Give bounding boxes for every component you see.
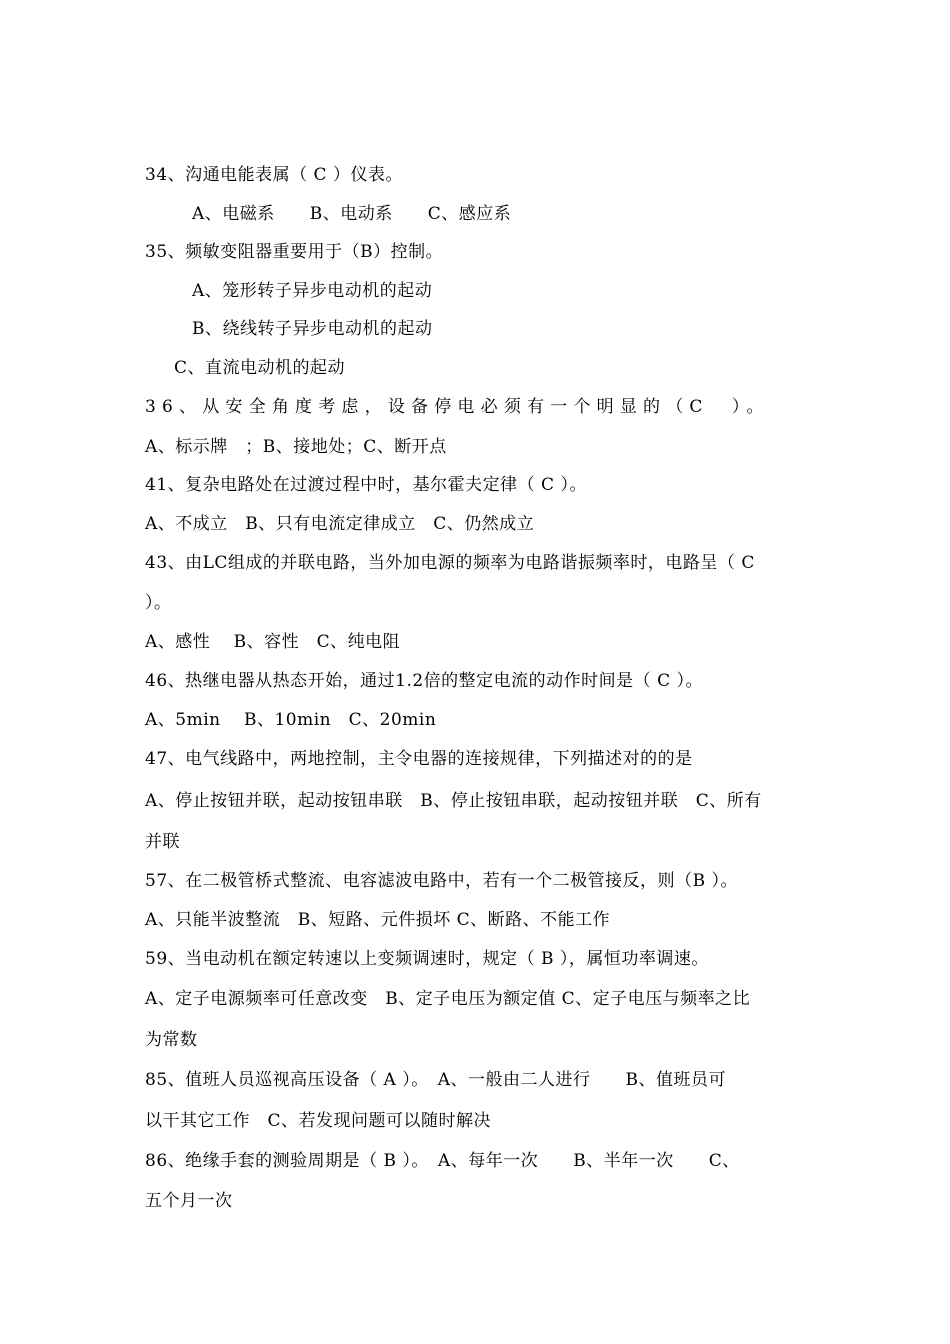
question-46-options: A、5min B、10min C、20min [145,710,437,730]
question-47-options-continued: 并联 [145,832,180,852]
question-47-options: A、停止按钮并联，起动按钮串联 B、停止按钮串联，起动按钮并联 C、所有 [145,791,762,811]
question-47: 47、电气线路中，两地控制，主令电器的连接规律，下列描述对的的是 [145,749,693,769]
question-43: 43、由LC组成的并联电路，当外加电源的频率为电路谐振频率时，电路呈（ C [145,553,755,573]
question-35: 35、频敏变阻器重要用于（B）控制。 [145,242,444,262]
question-57: 57、在二极管桥式整流、电容滤波电路中，若有一个二极管接反，则（B ）。 [145,871,739,891]
question-59-options: A、定子电源频率可任意改变 B、定子电压为额定值 C、定子电压与频率之比 [145,989,751,1009]
question-86: 86、绝缘手套的测验周期是（ B ）。 A、每年一次 B、半年一次 C、 [145,1151,740,1171]
question-59: 59、当电动机在额定转速以上变频调速时，规定（ B ），属恒功率调速。 [145,949,709,969]
question-43-continued: ）。 [145,593,172,613]
question-34-options: A、电磁系 B、电动系 C、感应系 [192,204,512,224]
question-57-options: A、只能半波整流 B、短路、元件损坏 C、断路、不能工作 [145,910,611,930]
question-85-continued: 以干其它工作 C、若发现问题可以随时解决 [145,1111,492,1131]
question-43-options: A、感性 B、容性 C、纯电阻 [145,632,401,652]
question-41: 41、复杂电路处在过渡过程中时，基尔霍夫定律（ C ）。 [145,475,587,495]
question-35-option-a: A、笼形转子异步电动机的起动 [192,281,433,301]
question-41-options: A、不成立 B、只有电流定律成立 C、仍然成立 [145,514,535,534]
question-86-continued: 五个月一次 [145,1191,233,1211]
question-36: 36、从安全角度考虑，设备停电必须有一个明显的（C ）。 [145,397,770,417]
question-36-options: A、标示牌 ；B、接地处；C、断开点 [145,437,447,457]
question-59-options-continued: 为常数 [145,1030,198,1050]
question-85: 85、值班人员巡视高压设备（ A ）。 A、一般由二人进行 B、值班员可 [145,1070,726,1090]
question-46: 46、热继电器从热态开始，通过1.2倍的整定电流的动作时间是（ C ）。 [145,671,703,691]
question-34: 34、沟通电能表属（ C ）仪表。 [145,165,403,185]
question-35-option-b: B、绕线转子异步电动机的起动 [192,319,433,339]
question-35-option-c: C、直流电动机的起动 [174,358,346,378]
